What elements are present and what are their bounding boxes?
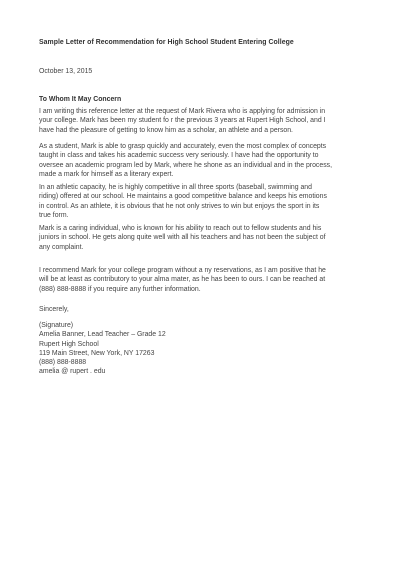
paragraph-line: in control. As an athlete, it is obvious that he not only strives to win but enjoys the sport in its bbox=[39, 202, 320, 210]
letter-date: October 13, 2015 bbox=[39, 68, 93, 75]
paragraph-line: made a mark for himself as a literary expert. bbox=[39, 170, 174, 178]
paragraph-line: I am writing this reference letter at the request of Mark Rivera who is applying for admission in bbox=[39, 108, 326, 115]
paragraph-athletic bbox=[39, 183, 369, 220]
paragraph-line: taught in class and takes his academic success very seriously. I have had the opportunity to bbox=[39, 152, 319, 160]
paragraph-introduction bbox=[39, 107, 369, 135]
paragraph-line: any complaint. bbox=[39, 243, 84, 251]
signature-block bbox=[39, 321, 166, 377]
paragraph-line: your college. Mark has been my student fo r the previous 3 years at Rupert High School, and I bbox=[39, 117, 326, 125]
paragraph-recommendation bbox=[39, 266, 369, 294]
paragraph-line: Mark is a caring individual, who is known for his ability to reach out to fellow students and his bbox=[39, 225, 322, 232]
paragraph-line: In an athletic capacity, he is highly competitive in all three sports (baseball, swimming and bbox=[39, 184, 312, 191]
paragraph-academic bbox=[39, 142, 369, 179]
paragraph-line: have had the pleasure of getting to know him as a scholar, an athlete and a person. bbox=[39, 126, 293, 134]
signer-address: 119 Main Street, New York, NY 17263 bbox=[39, 349, 155, 357]
closing: Sincerely, bbox=[39, 306, 69, 313]
paragraph-line: oversee an academic program led by Mark, where he shone as an individual and in the process, bbox=[39, 161, 333, 169]
paragraph-line: (888) 888-8888 if you require any further information. bbox=[39, 285, 201, 293]
signer-name-title: Amelia Banner, Lead Teacher – Grade 12 bbox=[39, 331, 166, 339]
paragraph-line: I recommend Mark for your college program without a ny reservations, as I am positive that he bbox=[39, 267, 326, 274]
signer-phone: (888) 888-8888 bbox=[39, 359, 87, 367]
paragraph-line: riding) offered at our school. He maintains a good competitive balance and keeps his emotions bbox=[39, 193, 327, 201]
signer-email: amelia @ rupert . edu bbox=[39, 368, 106, 376]
signer-school: Rupert High School bbox=[39, 340, 99, 348]
paragraph-line: true form. bbox=[39, 211, 69, 219]
signature-placeholder: (Signature) bbox=[39, 322, 74, 329]
paragraph-character bbox=[39, 224, 369, 252]
paragraph-line: As a student, Mark is able to grasp quickly and accurately, even the most complex of concepts bbox=[39, 143, 327, 150]
salutation: To Whom It May Concern bbox=[39, 96, 122, 103]
paragraph-line: will be at least as contributory to your alma mater, as he has been to ours. I can be reached at bbox=[39, 276, 326, 284]
paragraph-line: juniors in school. He gets along quite well with all his teachers and has not been the subject of bbox=[39, 234, 326, 242]
document-title: Sample Letter of Recommendation for High School Student Entering College bbox=[39, 39, 294, 46]
